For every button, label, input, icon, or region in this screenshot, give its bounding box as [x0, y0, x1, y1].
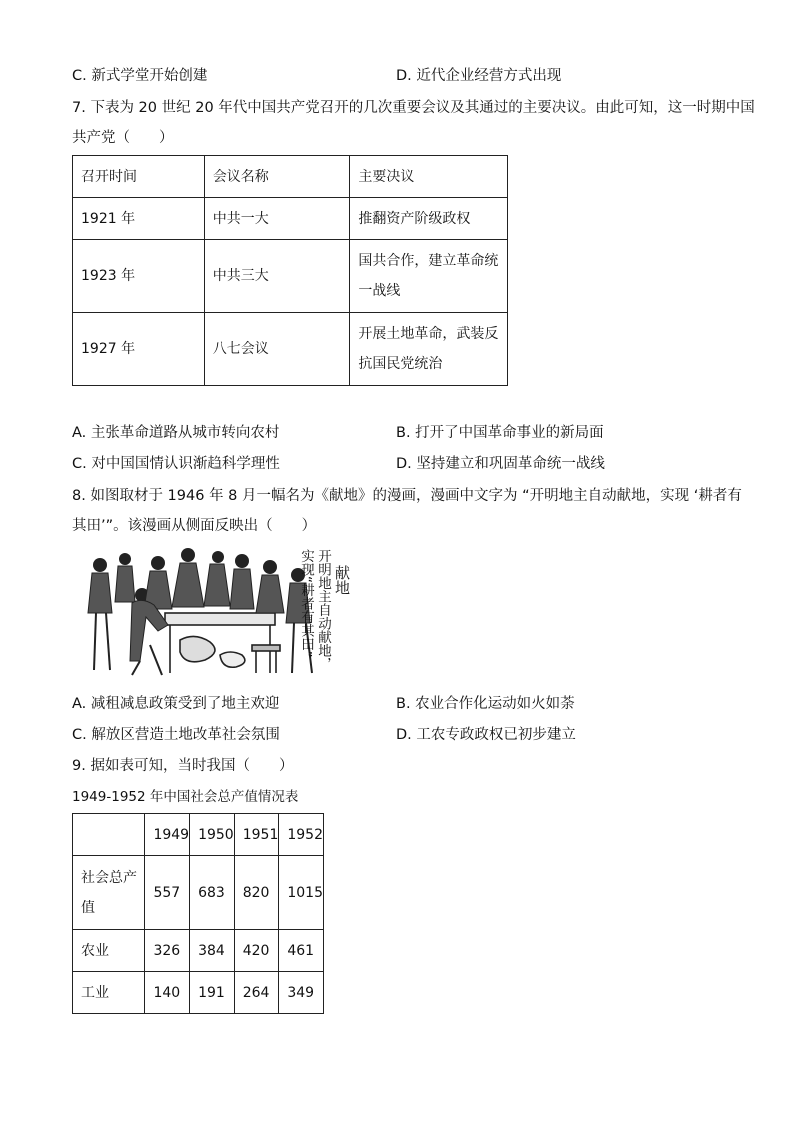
q7-option-a: A. 主张革命道路从城市转向农村	[72, 425, 280, 441]
cartoon-caption-title: 献地	[333, 565, 351, 595]
cell-value: 191	[190, 972, 235, 1014]
q8-option-d: D. 工农专政政权已初步建立	[396, 727, 576, 743]
q8-option-a: A. 减租减息政策受到了地主欢迎	[72, 696, 280, 712]
header-year: 1951	[234, 814, 279, 856]
q7-option-d: D. 坚持建立和巩固革命统一战线	[396, 456, 605, 472]
table-row	[73, 972, 324, 1014]
cell-value: 264	[234, 972, 279, 1014]
cell-value: 683	[190, 856, 235, 930]
cartoon-image	[70, 545, 360, 680]
table-row	[73, 930, 324, 972]
cell-value: 1015	[279, 856, 324, 930]
cell-value: 326	[145, 930, 190, 972]
cell-value: 557	[145, 856, 190, 930]
cell-time: 1923 年	[73, 240, 205, 313]
cell-value: 461	[279, 930, 324, 972]
row-label: 社会总产 值	[73, 856, 145, 930]
q8-option-b: B. 农业合作化运动如火如荼	[396, 696, 575, 712]
table-row	[73, 313, 508, 386]
q8-option-c: C. 解放区营造土地改革社会氛围	[72, 727, 280, 743]
cell-value: 140	[145, 972, 190, 1014]
q7-option-b: B. 打开了中国革命事业的新局面	[396, 425, 604, 441]
q8-stem-line2: 其田’”。该漫画从侧面反映出（ ）	[72, 518, 317, 534]
q7-meetings-table	[72, 155, 508, 386]
cell-time: 1927 年	[73, 313, 205, 386]
header-year: 1950	[190, 814, 235, 856]
header-year: 1952	[279, 814, 324, 856]
table-header-row	[73, 814, 324, 856]
cell-value: 420	[234, 930, 279, 972]
cell-value: 349	[279, 972, 324, 1014]
table-header-row	[73, 156, 508, 198]
table-row	[73, 240, 508, 313]
cell-resolution: 国共合作，建立革命统 一战线	[350, 240, 508, 313]
q6-option-d: D. 近代企业经营方式出现	[396, 68, 562, 84]
row-label: 工业	[73, 972, 145, 1014]
header-blank	[73, 814, 145, 856]
cell-meeting: 八七会议	[204, 313, 350, 386]
q9-table-title: 1949-1952 年中国社会总产值情况表	[72, 789, 299, 805]
cell-resolution: 推翻资产阶级政权	[350, 198, 508, 240]
q7-stem-line1: 7. 下表为 20 世纪 20 年代中国共产党召开的几次重要会议及其通过的主要决议。由此可知，这一时期中国	[72, 100, 755, 116]
table-row	[73, 198, 508, 240]
q9-output-table	[72, 813, 324, 1014]
cell-resolution: 开展土地革命，武装反 抗国民党统治	[350, 313, 508, 386]
q7-option-c: C. 对中国国情认识渐趋科学理性	[72, 456, 280, 472]
table-row	[73, 856, 324, 930]
q7-stem-line2: 共产党（ ）	[72, 130, 174, 146]
cell-meeting: 中共一大	[204, 198, 350, 240]
cell-value: 820	[234, 856, 279, 930]
q8-stem-line1: 8. 如图取材于 1946 年 8 月一幅名为《献地》的漫画，漫画中文字为 “开明地主自动献地，实现 ‘耕者有	[72, 488, 742, 504]
cartoon-caption-col2: 实现“耕者有其田”	[298, 549, 314, 658]
header-meeting: 会议名称	[204, 156, 350, 198]
cell-value: 384	[190, 930, 235, 972]
header-time: 召开时间	[73, 156, 205, 198]
row-label: 农业	[73, 930, 145, 972]
cell-meeting: 中共三大	[204, 240, 350, 313]
cartoon-caption-col1: 开明地主自动献地，	[315, 549, 331, 671]
q9-stem: 9. 据如表可知，当时我国（ ）	[72, 758, 294, 774]
header-resolution: 主要决议	[350, 156, 508, 198]
header-year: 1949	[145, 814, 190, 856]
q6-option-c: C. 新式学堂开始创建	[72, 68, 208, 84]
cell-time: 1921 年	[73, 198, 205, 240]
